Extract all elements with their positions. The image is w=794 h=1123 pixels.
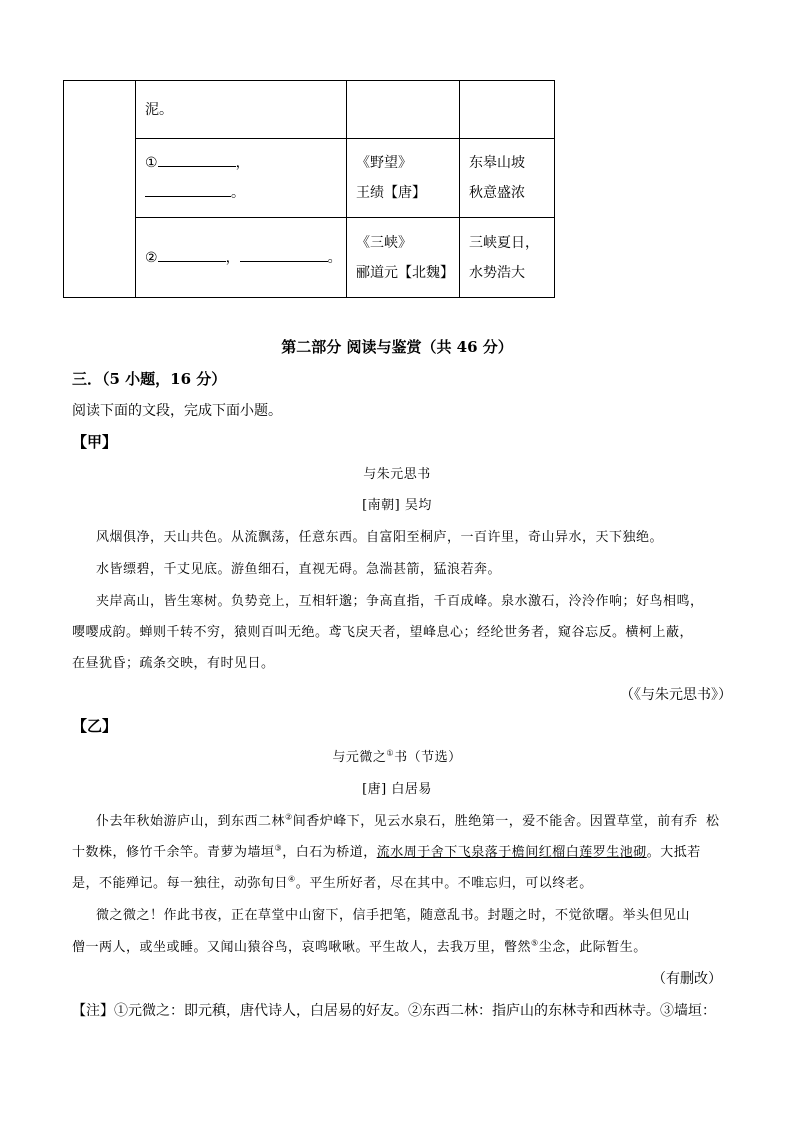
- footnotes: 【注】①元微之：即元稹，唐代诗人，白居易的好友。②东西二林：指庐山的东林寺和西林寺。③墙垣：: [72, 1003, 716, 1019]
- passage-author-jia: [南朝] 吴均: [362, 498, 432, 513]
- table-row: [64, 139, 555, 218]
- poem-author: 郦道元【北魏】: [356, 264, 454, 281]
- instruction: 阅读下面的文段，完成下面小题。: [72, 403, 282, 419]
- underlined-sentence: 流水周于舍下飞泉落于檐间红榴白莲罗生池砌: [376, 845, 647, 860]
- part-title: 第二部分 阅读与鉴赏（共 46 分）: [281, 338, 513, 356]
- passage-line: 仆去年秋始游庐山，到东西二林②间香炉峰下，见云水泉石，胜绝第一，爱不能舍。因置草堂，前有乔: [96, 812, 698, 829]
- table-row: [64, 218, 555, 298]
- answer-blank[interactable]: [158, 249, 226, 262]
- passage-title-yi: 与元微之①书（节选）: [332, 748, 462, 765]
- answer-blank[interactable]: [158, 154, 236, 167]
- passage-line-end: 松: [706, 814, 720, 829]
- table-cell: [460, 81, 555, 139]
- table-row: [64, 81, 555, 139]
- passage-line: 是，不能殚记。每一独往，动弥旬日④。平生所好者，尽在其中。不唯忘归，可以终老。: [72, 874, 593, 891]
- table-cell-empty: [64, 81, 136, 298]
- section-title: 三．（5 小题，16 分）: [72, 370, 227, 388]
- passage-line: 僧一两人，或坐或睡。又闻山猿谷鸟，哀鸣啾啾。平生故人，去我万里，瞥然⑤尘念，此际暂生。: [72, 938, 647, 955]
- passage-line: 微之微之！作此书夜，正在草堂中山窗下，信手把笔，随意乱书。封题之时，不觉欲曙。举头但见山: [96, 908, 691, 923]
- passage-title-jia: 与朱元思书: [363, 467, 431, 482]
- passage-line: 十数株，修竹千余竿。青萝为墙垣③，白石为桥道，流水周于舍下飞泉落于檐间红榴白莲罗生池砌。大抵若: [72, 843, 701, 860]
- answer-cell-2: ② ， 。: [136, 218, 347, 298]
- passage-line: 水皆缥碧，千丈见底。游鱼细石，直视无碍。急湍甚箭，猛浪若奔。: [96, 562, 502, 577]
- passage-line: 在昼犹昏；疏条交映，有时见日。: [72, 656, 275, 671]
- table-cell: 东皋山坡 秋意盛浓: [460, 139, 555, 218]
- answer-cell-1: ① ， 。: [136, 139, 347, 218]
- poem-title: 《野望》: [356, 155, 412, 171]
- passage-line: 风烟俱净，天山共色。从流飘荡，任意东西。自富阳至桐庐，一百许里，奇山异水，天下独绝。: [96, 530, 664, 545]
- passage-line: 夹岸高山，皆生寒树。负势竞上，互相轩邈；争高直指，千百成峰。泉水激石，泠泠作响；好鸟相鸣，: [96, 594, 704, 609]
- answer-blank[interactable]: [145, 184, 231, 197]
- passage-source-yi: （有删改）: [652, 971, 722, 987]
- passage-author-yi: [唐] 白居易: [362, 782, 432, 797]
- poem-author: 王绩【唐】: [356, 185, 426, 201]
- table-cell: [347, 218, 460, 298]
- table-cell: [347, 139, 460, 218]
- passage-source-jia: （《与朱元思书》）: [620, 687, 732, 703]
- poem-table: [63, 80, 555, 298]
- passage-label-yi: 【乙】: [72, 717, 118, 735]
- passage-line: 嘤嘤成韵。蝉则千转不穷，猿则百叫无绝。鸢飞戾天者，望峰息心；经纶世务者，窥谷忘反。横柯上蔽，: [72, 625, 694, 640]
- table-cell: 泥。: [136, 81, 347, 139]
- table-cell: [347, 81, 460, 139]
- table-cell: 三峡夏日， 水势浩大: [460, 218, 555, 298]
- answer-blank[interactable]: [240, 249, 328, 262]
- passage-label-jia: 【甲】: [72, 433, 118, 451]
- poem-title: 《三峡》: [356, 234, 412, 251]
